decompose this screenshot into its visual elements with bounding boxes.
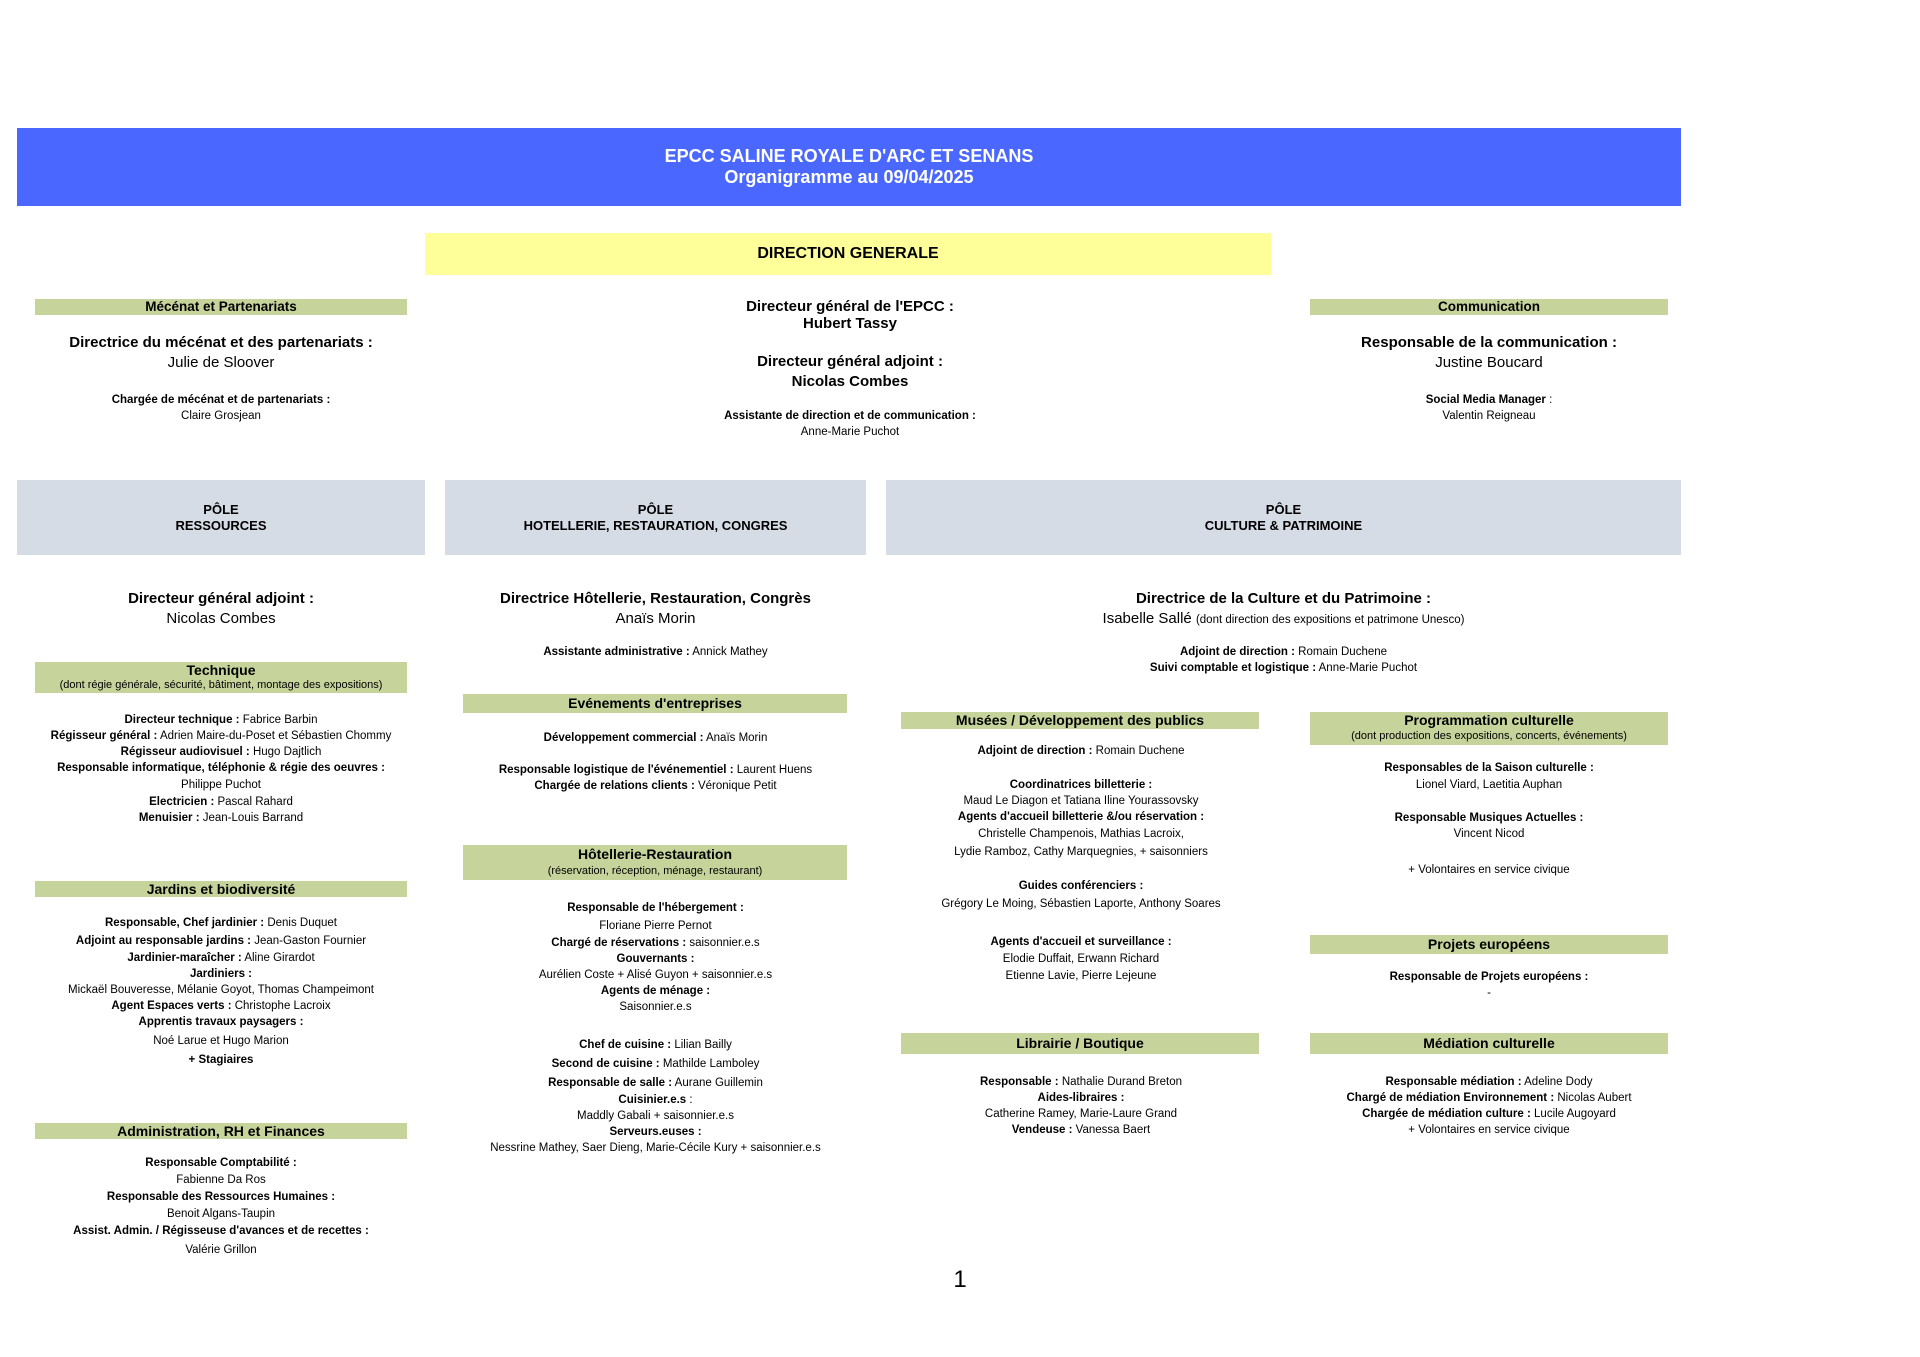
admin-title: Administration, RH et Finances bbox=[117, 1123, 325, 1139]
person-name: Jean-Gaston Fournier bbox=[254, 935, 367, 947]
role-label: Chargé de réservations : bbox=[551, 937, 687, 949]
role-label: Adjoint au responsable jardins : bbox=[75, 935, 251, 947]
role-label: Responsable médiation : bbox=[1385, 1076, 1522, 1088]
communication-resp-role: Responsable de la communication : bbox=[1361, 334, 1617, 351]
person-name: Valérie Grillon bbox=[185, 1244, 257, 1256]
jardins-header bbox=[35, 881, 407, 897]
person-name: Adrien Maire-du-Poset et Sébastien Chommy bbox=[159, 730, 392, 742]
role-label: Guides conférenciers : bbox=[1018, 880, 1144, 892]
role-label: Adjoint de direction : bbox=[1179, 646, 1295, 658]
dga-name: Nicolas Combes bbox=[791, 373, 909, 390]
pole-ressources bbox=[17, 480, 425, 555]
role-label: Agents d'accueil et surveillance : bbox=[990, 936, 1172, 948]
person-name: Adeline Dody bbox=[1524, 1076, 1593, 1088]
mecenat-dir-role: Directrice du mécénat et des partenariats : bbox=[69, 334, 373, 351]
role-label: Régisseur audiovisuel : bbox=[120, 746, 250, 758]
person-name: Noé Larue et Hugo Marion bbox=[153, 1035, 289, 1047]
person-name: Laurent Huens bbox=[736, 764, 813, 776]
direction-generale-title: DIRECTION GENERALE bbox=[757, 245, 939, 262]
role-label: Chef de cuisine : bbox=[579, 1039, 672, 1051]
evenements-staff bbox=[445, 730, 866, 794]
librairie-title: Librairie / Boutique bbox=[1016, 1035, 1144, 1051]
culture-dir-role: Directrice de la Culture et du Patrimoine : bbox=[1135, 590, 1432, 607]
role-label: Second de cuisine : bbox=[551, 1058, 660, 1070]
role-label: Chargé de médiation Environnement : bbox=[1346, 1092, 1555, 1104]
jardins-staff bbox=[17, 914, 425, 1068]
person-name: Nessrine Mathey, Saer Dieng, Marie-Cécile Kury + saisonnier.e.s bbox=[490, 1142, 821, 1154]
hotellerie-restauration-subtitle: (réservation, réception, ménage, restaurant) bbox=[547, 865, 763, 877]
hotellerie-restauration-header bbox=[463, 845, 847, 880]
person-name: Grégory Le Moing, Sébastien Laporte, Anthony Soares bbox=[941, 898, 1221, 910]
jardins-title: Jardins et biodiversité bbox=[146, 881, 296, 897]
mecenat-block bbox=[35, 333, 407, 373]
librairie-staff bbox=[886, 1074, 1276, 1138]
communication-title: Communication bbox=[1437, 299, 1540, 314]
document-title: EPCC SALINE ROYALE D'ARC ET SENANS bbox=[664, 146, 1034, 166]
programmation-title: Programmation culturelle bbox=[1404, 712, 1574, 728]
communication-resp-name: Justine Boucard bbox=[1435, 354, 1543, 371]
pole-culture bbox=[886, 480, 1681, 555]
ressources-dir-role: Directeur général adjoint : bbox=[128, 590, 314, 607]
role-label: Agent Espaces verts : bbox=[111, 1000, 232, 1012]
pole-ressources-l1: PÔLE bbox=[203, 501, 239, 517]
hotellerie-director bbox=[445, 589, 866, 629]
role-label: Responsable : bbox=[980, 1076, 1059, 1088]
mediation-header bbox=[1310, 1033, 1668, 1054]
role-label: Suivi comptable et logistique : bbox=[1149, 662, 1317, 674]
role-label: Responsable informatique, téléphonie & régie des oeuvres : bbox=[57, 762, 385, 774]
musees-title: Musées / Développement des publics bbox=[955, 712, 1205, 728]
role-label: Responsables de la Saison culturelle : bbox=[1384, 762, 1594, 774]
person-name: Maud Le Diagon et Tatiana Iline Yourassovsky bbox=[963, 795, 1199, 807]
person-name: Denis Duquet bbox=[267, 917, 337, 929]
person-name: Christophe Lacroix bbox=[234, 1000, 331, 1012]
culture-dir-note: (dont direction des expositions et patrimone Unesco) bbox=[1195, 614, 1465, 626]
technique-staff bbox=[17, 712, 425, 826]
person-name: Romain Duchene bbox=[1298, 646, 1388, 658]
volunteers-note: + Volontaires en service civique bbox=[1408, 1124, 1570, 1136]
role-label: Assistante administrative : bbox=[543, 646, 690, 658]
pole-hotellerie bbox=[445, 480, 866, 555]
person-name: Saisonnier.e.s bbox=[619, 1001, 692, 1013]
projets-title: Projets européens bbox=[1427, 936, 1551, 952]
person-name: Benoit Algans-Taupin bbox=[166, 1208, 276, 1220]
programmation-staff bbox=[1310, 760, 1668, 878]
role-label: Electricien : bbox=[149, 796, 215, 808]
programmation-subtitle: (dont production des expositions, concerts, événements) bbox=[1351, 730, 1627, 742]
role-label: Jardiniers : bbox=[190, 968, 252, 980]
role-label: Assist. Admin. / Régisseuse d'avances et de recettes : bbox=[73, 1225, 369, 1237]
mecenat-dir-name: Julie de Sloover bbox=[167, 354, 275, 371]
role-label: Jardinier-maraîcher : bbox=[127, 952, 242, 964]
role-label: Chargée de médiation culture : bbox=[1362, 1108, 1531, 1120]
hotellerie-assistant bbox=[445, 644, 866, 660]
technique-subtitle: (dont régie générale, sécurité, bâtiment, montage des expositions) bbox=[59, 679, 383, 691]
role-label: Responsable des Ressources Humaines : bbox=[106, 1191, 336, 1203]
person-name: Christelle Champenois, Mathias Lacroix, bbox=[978, 828, 1184, 840]
technique-title: Technique bbox=[186, 662, 256, 678]
person-name: Aurane Guillemin bbox=[674, 1077, 763, 1089]
person-name: Jean-Louis Barrand bbox=[202, 812, 304, 824]
mecenat-charge bbox=[35, 392, 407, 424]
role-label: Coordinatrices billetterie : bbox=[1009, 779, 1153, 791]
mediation-title: Médiation culturelle bbox=[1423, 1035, 1555, 1051]
person-name: Elodie Duffait, Erwann Richard bbox=[1002, 953, 1160, 965]
role-label: Responsable logistique de l'événementiel : bbox=[498, 764, 734, 776]
evenements-title: Evénements d'entreprises bbox=[568, 695, 742, 711]
role-label: Responsable Comptabilité : bbox=[145, 1157, 297, 1169]
musees-staff bbox=[886, 743, 1276, 985]
role-label: Aides-libraires : bbox=[1037, 1092, 1125, 1104]
person-name: Maddly Gabali + saisonnier.e.s bbox=[577, 1110, 734, 1122]
role-label: Vendeuse : bbox=[1011, 1124, 1073, 1136]
person-name: Nicolas Aubert bbox=[1557, 1092, 1632, 1104]
smm-name: Valentin Reigneau bbox=[1442, 410, 1536, 422]
person-name: Vanessa Baert bbox=[1075, 1124, 1151, 1136]
role-label: Responsable de l'hébergement : bbox=[567, 902, 744, 914]
person-name: Lucile Augoyard bbox=[1534, 1108, 1616, 1120]
hotellerie-restauration-staff: Responsable de l'hébergement : Floriane Pierre Pernot Chargé de réservations : saisonnier.e.s Gouvernants : Aurélien Coste + Alisé Guyon + saisonnier.e.s Agents de ménage : Saisonnier.e.s Chef de cuisine : Lilian Bailly Second de cuisine : Mathilde Lamboley Responsable de salle : Aurane Guillemin Cuisinier.e.s : Maddly Gabali + saisonnier.e.s Serveurs.euses : Nessrine Mathey, Saer Dieng, Marie-Cécile Kury + saisonnier.e.s bbox=[445, 899, 866, 1156]
header-banner bbox=[17, 128, 1681, 206]
person-name: Annick Mathey bbox=[692, 646, 768, 658]
person-name: Anne-Marie Puchot bbox=[1318, 662, 1418, 674]
programmation-header bbox=[1310, 712, 1668, 745]
role-label: Développement commercial : bbox=[543, 732, 704, 744]
pole-hotellerie-l2: HOTELLERIE, RESTAURATION, CONGRES bbox=[523, 517, 788, 533]
hotellerie-dir-role: Directrice Hôtellerie, Restauration, Congrès bbox=[500, 590, 811, 607]
role-label: Chargée de relations clients : bbox=[534, 780, 695, 792]
person-name: Catherine Ramey, Marie-Laure Grand bbox=[984, 1108, 1178, 1120]
person-name: Hugo Dajtlich bbox=[252, 746, 322, 758]
musees-header bbox=[901, 712, 1259, 729]
direction-generale-header bbox=[425, 233, 1271, 275]
hotellerie-dir-name: Anaïs Morin bbox=[615, 610, 696, 627]
person-name: Floriane Pierre Pernot bbox=[599, 920, 712, 932]
person-name: Romain Duchene bbox=[1095, 745, 1185, 757]
dg-role: Directeur général de l'EPCC : bbox=[746, 298, 954, 315]
person-name: Mickaël Bouveresse, Mélanie Goyot, Thomas Champeimont bbox=[68, 984, 374, 996]
person-name: Aline Girardot bbox=[244, 952, 315, 964]
role-label: Cuisinier.e.s bbox=[618, 1094, 687, 1106]
person-name: Lionel Viard, Laetitia Auphan bbox=[1415, 779, 1563, 791]
admin-staff bbox=[17, 1155, 425, 1261]
role-label: Responsable Musiques Actuelles : bbox=[1394, 812, 1584, 824]
role-label: Agents de ménage : bbox=[600, 985, 711, 997]
person-name: Lydie Ramboz, Cathy Marquegnies, + saisonniers bbox=[954, 846, 1208, 858]
direction-assistant bbox=[600, 408, 1100, 440]
pole-hotellerie-l1: PÔLE bbox=[637, 501, 674, 517]
pole-culture-l1: PÔLE bbox=[1265, 501, 1302, 517]
role-label: Menuisier : bbox=[138, 812, 200, 824]
ressources-dir-name: Nicolas Combes bbox=[166, 610, 276, 627]
person-name: Etienne Lavie, Pierre Lejeune bbox=[1005, 970, 1157, 982]
person-name: Pascal Rahard bbox=[217, 796, 293, 808]
direction-block bbox=[600, 298, 1100, 392]
person-name: Lilian Bailly bbox=[674, 1039, 732, 1051]
ressources-director bbox=[17, 589, 425, 629]
role-label: Adjoint de direction : bbox=[977, 745, 1093, 757]
person-name: Nathalie Durand Breton bbox=[1061, 1076, 1182, 1088]
communication-block bbox=[1310, 333, 1668, 373]
projets-header bbox=[1310, 935, 1668, 954]
evenements-header bbox=[463, 694, 847, 713]
projets-staff bbox=[1310, 969, 1668, 1001]
role-label: + Stagiaires bbox=[188, 1054, 254, 1066]
role-label: Responsable de Projets européens : bbox=[1389, 971, 1589, 983]
volunteers-note: + Volontaires en service civique bbox=[1408, 864, 1570, 876]
technique-header bbox=[35, 662, 407, 693]
mecenat-charge-name: Claire Grosjean bbox=[181, 410, 261, 422]
person-name: Mathilde Lamboley bbox=[662, 1058, 760, 1070]
role-label: Agents d'accueil billetterie &/ou réservation : bbox=[957, 811, 1205, 823]
person-name: - bbox=[1487, 987, 1491, 999]
person-name: Anaïs Morin bbox=[705, 732, 768, 744]
person-name: Philippe Puchot bbox=[181, 779, 261, 791]
mecenat-header bbox=[35, 299, 407, 315]
pole-ressources-l2: RESSOURCES bbox=[175, 517, 267, 533]
assist-role: Assistante de direction et de communication : bbox=[724, 410, 976, 422]
admin-header bbox=[35, 1123, 407, 1139]
person-name: Vincent Nicod bbox=[1453, 828, 1525, 840]
role-label: Responsable de salle : bbox=[548, 1077, 673, 1089]
culture-dir-name: Isabelle Sallé bbox=[1102, 610, 1192, 627]
pole-culture-l2: CULTURE & PATRIMOINE bbox=[1204, 517, 1363, 533]
role-label: Régisseur général : bbox=[50, 730, 158, 742]
communication-header bbox=[1310, 299, 1668, 315]
role-label: Serveurs.euses : bbox=[609, 1126, 702, 1138]
person-name: saisonnier.e.s bbox=[689, 937, 760, 949]
hotellerie-restauration-title: Hôtellerie-Restauration bbox=[577, 846, 733, 862]
mediation-staff bbox=[1310, 1074, 1668, 1138]
mecenat-charge-role: Chargée de mécénat et de partenariats : bbox=[111, 394, 331, 406]
person-name: Fabrice Barbin bbox=[242, 714, 318, 726]
librairie-header bbox=[901, 1033, 1259, 1054]
dg-name: Hubert Tassy bbox=[803, 315, 897, 332]
person-name: Fabienne Da Ros bbox=[176, 1174, 266, 1186]
assist-name: Anne-Marie Puchot bbox=[800, 426, 900, 438]
role-label: Responsable, Chef jardinier : bbox=[104, 917, 265, 929]
communication-smm: Social Media Manager : Valentin Reigneau bbox=[1310, 392, 1668, 424]
document-subtitle: Organigramme au 09/04/2025 bbox=[724, 167, 974, 187]
culture-director bbox=[886, 589, 1681, 630]
role-label: Directeur technique : bbox=[124, 714, 240, 726]
dga-role: Directeur général adjoint : bbox=[757, 353, 943, 370]
smm-role: Social Media Manager bbox=[1425, 394, 1546, 406]
page-number: 1 bbox=[953, 1266, 967, 1293]
person-name: Aurélien Coste + Alisé Guyon + saisonnier.e.s bbox=[538, 969, 773, 981]
culture-support bbox=[886, 644, 1681, 676]
person-name: Véronique Petit bbox=[697, 780, 777, 792]
role-label: Apprentis travaux paysagers : bbox=[138, 1016, 304, 1028]
mecenat-title: Mécénat et Partenariats bbox=[145, 299, 297, 314]
role-label: Gouvernants : bbox=[616, 953, 695, 965]
